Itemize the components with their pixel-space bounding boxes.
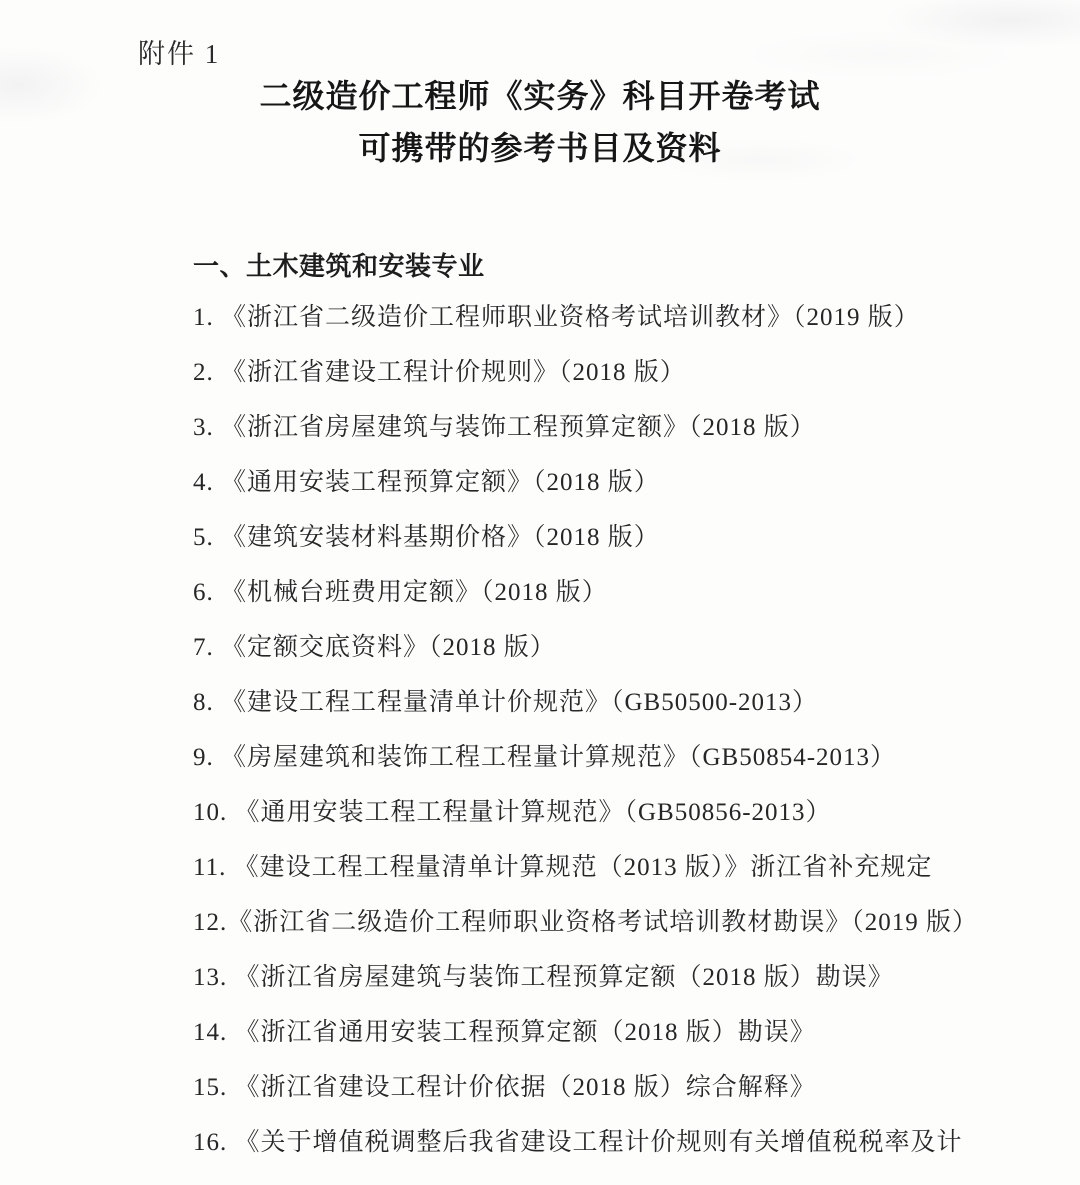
list-item: 12.《浙江省二级造价工程师职业资格考试培训教材勘误》（2019 版） <box>193 909 979 936</box>
section-heading: 一、土木建筑和安装专业 <box>193 251 485 281</box>
list-item: 7. 《定额交底资料》（2018 版） <box>193 634 556 661</box>
list-item: 11. 《建设工程工程量清单计算规范（2013 版）》浙江省补充规定 <box>193 854 933 881</box>
list-item: 3. 《浙江省房屋建筑与装饰工程预算定额》（2018 版） <box>193 414 816 441</box>
list-item: 1. 《浙江省二级造价工程师职业资格考试培训教材》（2019 版） <box>193 304 920 331</box>
list-item: 2. 《浙江省建设工程计价规则》（2018 版） <box>193 359 686 386</box>
attachment-label: 附件 1 <box>138 39 221 69</box>
list-item: 16. 《关于增值税调整后我省建设工程计价规则有关增值税税率及计 <box>193 1129 963 1156</box>
document-title <box>0 70 1080 174</box>
list-item: 6. 《机械台班费用定额》（2018 版） <box>193 579 608 606</box>
list-item: 8. 《建设工程工程量清单计价规范》（GB50500-2013） <box>193 689 819 716</box>
list-item: 15. 《浙江省建设工程计价依据（2018 版）综合解释》 <box>193 1074 816 1101</box>
list-item: 10. 《通用安装工程工程量计算规范》（GB50856-2013） <box>193 799 832 826</box>
list-item: 4. 《通用安装工程预算定额》（2018 版） <box>193 469 660 496</box>
list-item: 14. 《浙江省通用安装工程预算定额（2018 版）勘误》 <box>193 1019 816 1046</box>
list-item: 13. 《浙江省房屋建筑与装饰工程预算定额（2018 版）勘误》 <box>193 964 894 991</box>
list-item: 9. 《房屋建筑和装饰工程工程量计算规范》（GB50854-2013） <box>193 744 897 771</box>
reference-list <box>193 290 1050 1170</box>
list-item: 5. 《建筑安装材料基期价格》（2018 版） <box>193 524 660 551</box>
title-line-1: 二级造价工程师《实务》科目开卷考试 <box>259 78 821 114</box>
title-line-2: 可携带的参考书目及资料 <box>358 130 722 166</box>
